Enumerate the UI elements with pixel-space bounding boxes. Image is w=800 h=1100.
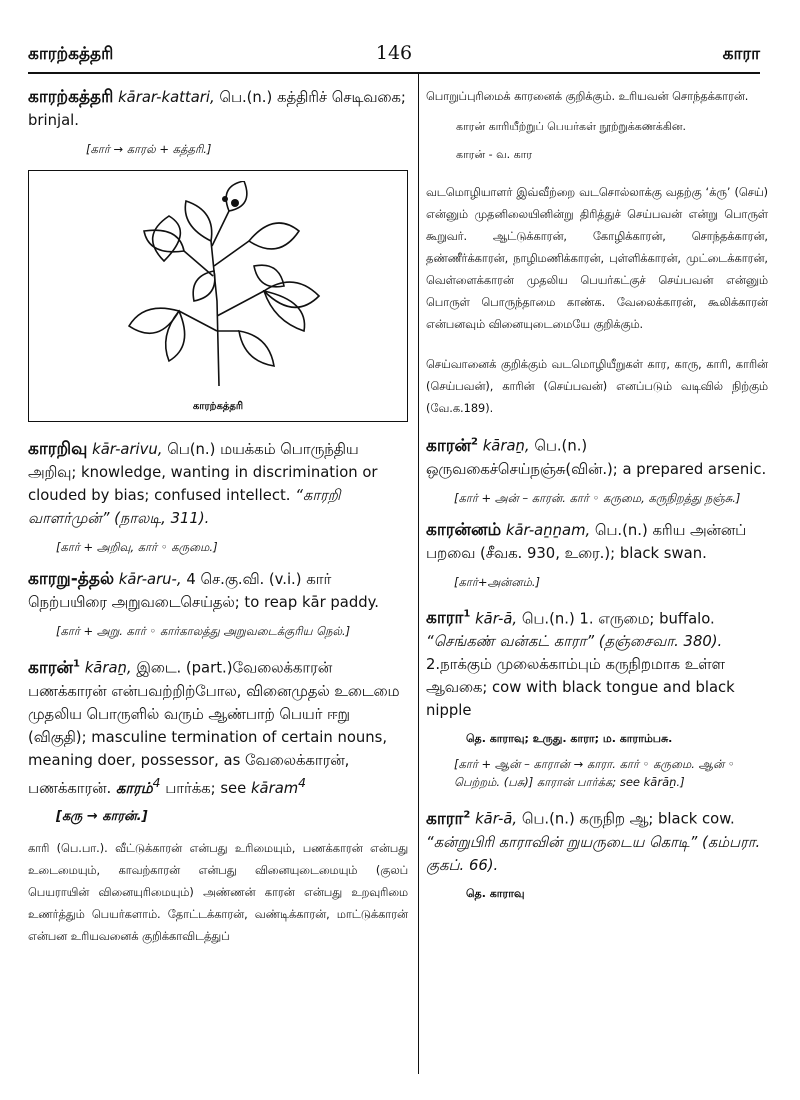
- entry-karan-1: [28, 652, 408, 800]
- entry-kara-2: [426, 803, 768, 877]
- definition: பெ.(n.) ஒருவகைச்செய்நஞ்சு(வின்.); a prepared arsenic.: [426, 437, 767, 478]
- entry-karan-2: [426, 430, 768, 481]
- definition: பெ.(n.) 1. எருமை; buffalo.: [521, 610, 715, 628]
- see-reference-word: காரம்$^4$: [115, 775, 161, 797]
- figure-caption: காரற்கத்தரி: [192, 401, 244, 412]
- definition: இடை. (part.)வேலைக்காரன் பணக்காரன் என்பவற்றிற்போல, வினைமுதல் உடைமை முதலிய பொருளில் வரும் ஆண்பாற் பெயர் ஈறு (விகுதி); masculine termination of certain nouns, meaning doer, possessor, as வேலைக்காரன், பணக்காரன்.: [28, 659, 400, 797]
- etymology: [கார்+அன்னம்.]: [454, 574, 540, 589]
- header-left-word: காரற்கத்தரி: [28, 44, 114, 64]
- transliteration: kāraṉ,: [84, 659, 132, 677]
- definition: பெ.(n.) கருநிற ஆ; black cow.: [521, 810, 735, 828]
- etymology: [கார் + ஆன் – காரான் → காரா. கார் ◦ கருமை. ஆன் ◦ பெற்றம். (பசு)] காரான் பார்க்க; see kārāṉ.]: [454, 757, 735, 790]
- citation: “செங்கண் வன்கட் காரா” (தஞ்சைவா. 380).: [426, 633, 723, 651]
- note-line: காரன் - வ. கார: [456, 148, 533, 161]
- left-column: [28, 86, 408, 958]
- citation: “கன்றுபிரி காராவின் றுயருடைய கொடி” (கம்பரா. குகப். 66).: [426, 833, 761, 874]
- brinjal-plant-illustration: [89, 181, 349, 391]
- headword: காரா$^1$: [426, 608, 471, 629]
- transliteration: kār-ā,: [475, 810, 518, 828]
- explanatory-paragraph: காரி (பெ.பா.). வீட்டுக்காரன் என்பது உரிமையும், பணக்காரன் என்பது உடைமையும், காவற்காரன் என்பது வினையுடைமையும் (குலப் பெயராயின் வினையுரிமையும்) அண்ணன் காரன் என்பது உறவுரிமை உணர்த்தும் பெயர்களாம். தோட்டக்காரன், வண்டிக்காரன், மாட்டுக்காரன் என்பன உரியவனைக் குறிக்காவிடத்துப்: [28, 841, 408, 943]
- see-reference-text: பார்க்க; see: [165, 779, 247, 797]
- entry-kararkattari: [28, 86, 408, 132]
- definition: 4 செ.கு.வி. (v.i.) கார் நெற்பயிரை அறுவடைசெய்தல்; to reap kār paddy.: [28, 571, 379, 611]
- cognates: தெ. காராவு; உருது. காரா; ம. காராம்பசு.: [466, 732, 673, 746]
- transliteration: kārar-kattari,: [118, 89, 215, 106]
- etymology: [கார் + அறு. கார் ◦ கார்காலத்து அறுவடைக்குரிய நெல்.]: [56, 624, 351, 638]
- transliteration: kār-ā,: [475, 610, 518, 628]
- continued-paragraph: பொறுப்புரிமைக் காரனைக் குறிக்கும். உரியவன் சொந்தக்காரன்.: [426, 90, 749, 103]
- header-rule: [28, 72, 760, 74]
- headword: காரன்னம்: [426, 519, 502, 540]
- headword: காரன்$^1$: [28, 657, 80, 678]
- definition: பெ.(n.) கரிய அன்னப் பறவை (சீவக. 930, உரை.); black swan.: [426, 521, 747, 562]
- transliteration: kār-aru-,: [118, 571, 182, 588]
- transliteration: kār-aṉṉam,: [505, 521, 591, 539]
- brinjal-plant-figure: [28, 170, 408, 422]
- headword: காரற்கத்தரி: [28, 87, 114, 107]
- column-divider: [418, 74, 419, 1074]
- citation: “காரறி வாளர்முன்” (நாலடி, 311).: [28, 487, 341, 527]
- headword: காரன்$^2$: [426, 435, 478, 456]
- page-header: [28, 40, 760, 70]
- headword: காரறு-த்தல்: [28, 569, 115, 589]
- etymology: [கார் → காரல் + கத்தரி.]: [86, 142, 212, 156]
- explanatory-paragraph: வடமொழியாளர் இவ்வீற்றை வடசொல்லாக்கு வதற்கு ‘க்ரு’ (செய்) என்னும் முதனிலையினின்று திரித்துச் செய்பவன் என்று பொருள் கூறுவர். ஆட்டுக்காரன், கோழிக்காரன், சொந்தக்காரன், தண்ணீர்க்காரன், நாழிமணிக்காரன், புள்ளிக்காரன், முட்டைக்காரன், வெள்ளைக்காரன் முதலிய பெயர்கட்குச் செய்பவன் என்னும் பொருள் பொருந்தாமை காண்க. வேலைக்காரன், கூலிக்காரன் என்பனவும் வினையுடைமையே குறிக்கும்.: [426, 186, 768, 331]
- entry-kara-1: [426, 603, 768, 723]
- header-right-word: காரா: [722, 44, 760, 64]
- see-reference-translit: kāram$^4$: [250, 775, 307, 797]
- headword: காரா$^2$: [426, 808, 471, 829]
- explanatory-paragraph: செய்வானைக் குறிக்கும் வடமொழியீறுகள் கார, காரு, காரி, காரின் (செய்பவன்), காரின் (செய்பவன்) எனப்படும் வடிவில் நிற்கும் (வே.க.189).: [426, 358, 768, 415]
- etymology: [கார் + அறிவு, கார் ◦ கருமை.]: [56, 540, 218, 554]
- cognates: தெ. காராவு: [466, 886, 525, 900]
- definition: பெ.(n.) கத்திரிச் செடிவகை; brinjal.: [28, 89, 406, 129]
- definition: 2.நாக்கும் முலைக்காம்பும் கருநிறமாக உள்ள ஆவகை; cow with black tongue and black nipple: [426, 656, 735, 720]
- etymology: [கரு → காரன்.]: [56, 808, 148, 824]
- definition: பெ(n.) மயக்கம் பொருந்திய அறிவு; knowledge, wanting in discrimination or clouded by bias; confused intellect.: [28, 441, 378, 504]
- page-number: 146: [375, 42, 413, 64]
- right-column: [426, 86, 768, 908]
- transliteration: kāraṉ,: [482, 437, 530, 455]
- entry-karannam: [426, 519, 768, 565]
- etymology: [கார் + அன் – காரன். கார் ◦ கருமை, கருநிறத்து நஞ்சு.]: [454, 490, 741, 505]
- entry-kararuttal: [28, 568, 408, 614]
- headword: காரறிவு: [28, 439, 88, 459]
- entry-kararivu: [28, 438, 408, 530]
- note-line: காரன் காரியீற்றுப் பெயர்கள் நூற்றுக்கணக்கின.: [456, 120, 687, 133]
- transliteration: kār-arivu,: [92, 441, 163, 458]
